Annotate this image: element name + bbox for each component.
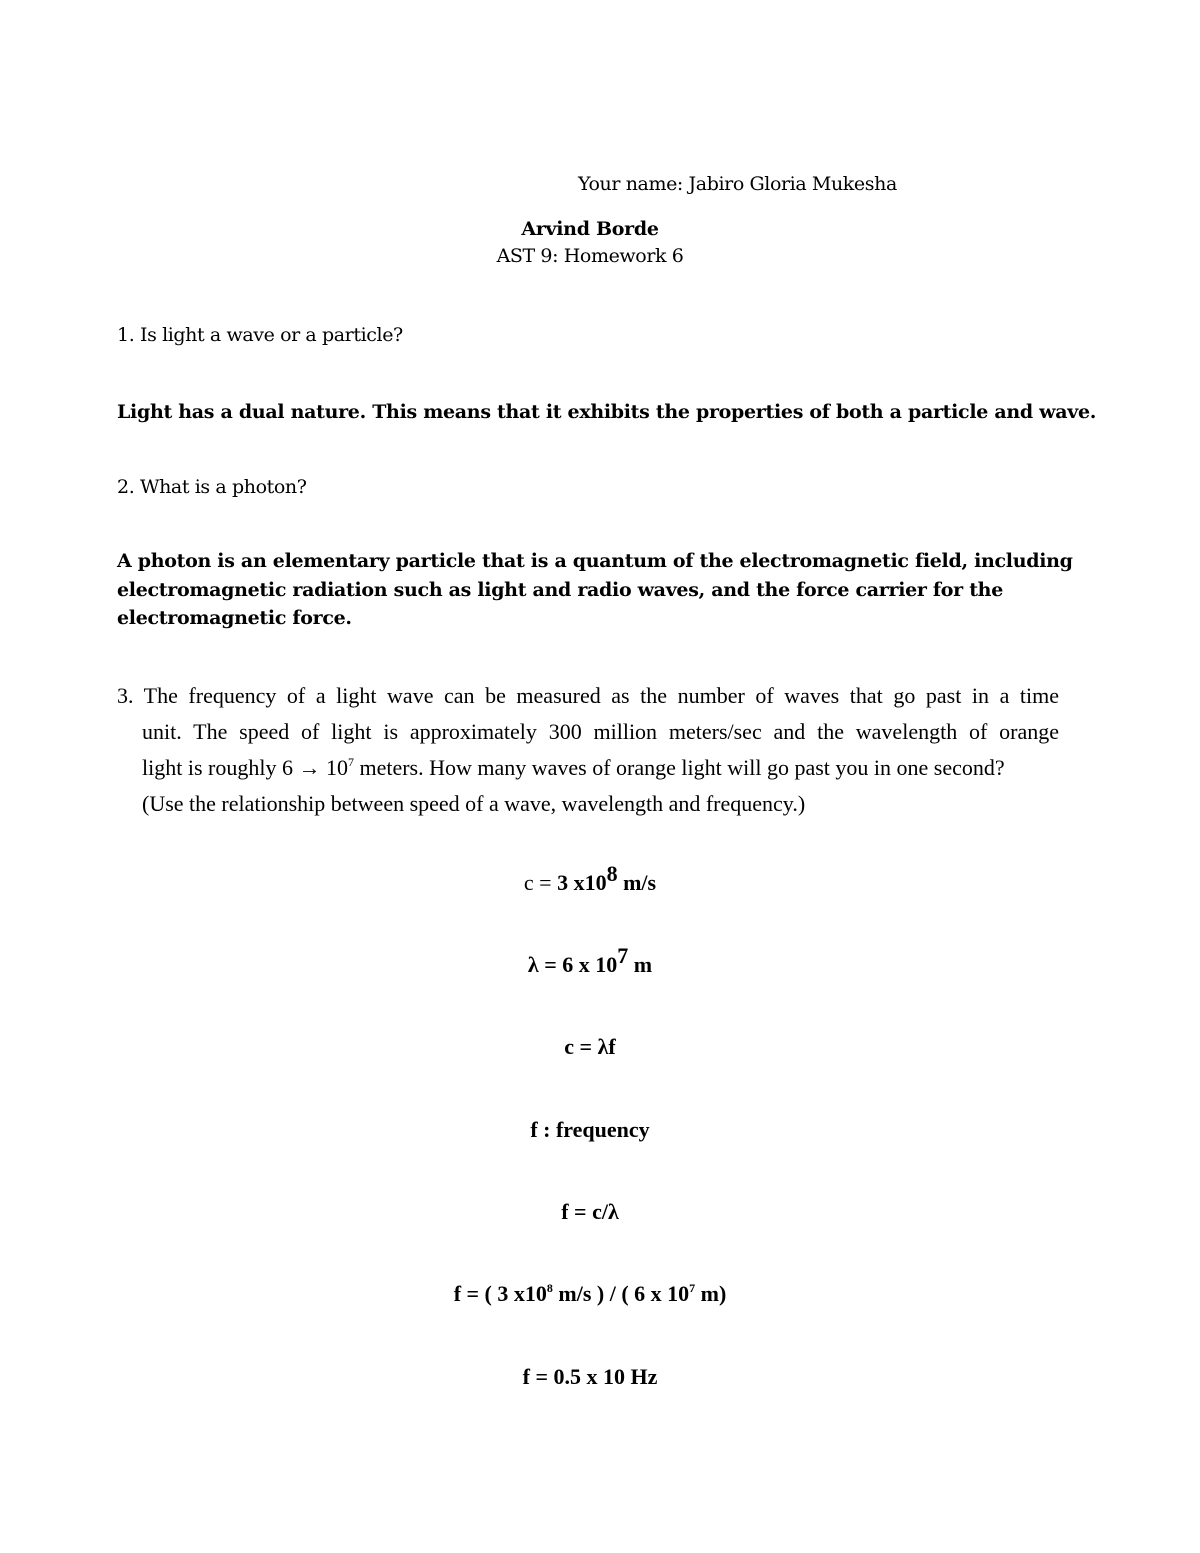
equation-speed-of-light <box>0 861 1180 895</box>
eq2-exponent: 7 <box>617 943 629 968</box>
student-name: Your name: Jabiro Gloria Mukesha <box>578 173 897 195</box>
eq1-prefix: c = <box>523 870 558 895</box>
answer-2-line-3: electromagnetic force. <box>117 607 352 629</box>
eq6-exponent-a: 8 <box>546 1281 553 1295</box>
question-3-line-2: unit. The speed of light is approximately 300 million meters/sec and the wavelength of orange <box>142 719 1059 744</box>
q3-line3-after: meters. How many waves of orange light will go past you in one second? <box>353 755 1005 780</box>
eq2-main: λ = 6 x 10 <box>527 952 618 977</box>
definition-frequency: f : frequency <box>530 1117 650 1142</box>
eq6-exponent-b: 7 <box>689 1281 696 1295</box>
question-3-line-1: 3. The frequency of a light wave can be measured as the number of waves that go past in a time <box>117 683 1059 708</box>
equation-wave-relation: c = λf <box>564 1034 616 1059</box>
q3-line3-exponent: 7 <box>347 755 354 769</box>
q3-line3-before: light is roughly 6 <box>142 755 299 780</box>
eq6-part-a: f = ( 3 x10 <box>453 1281 547 1306</box>
q3-line3-base: 10 <box>325 755 348 780</box>
question-1: 1. Is light a wave or a particle? <box>117 324 403 346</box>
answer-2-line-1: A photon is an elementary particle that is a quantum of the electromagnetic field, including <box>117 550 1073 572</box>
eq6-part-c: m) <box>695 1281 727 1306</box>
question-3-line-3 <box>117 750 1059 786</box>
question-3 <box>117 678 1059 822</box>
instructor-name: Arvind Borde <box>521 218 659 240</box>
question-2: 2. What is a photon? <box>117 476 307 498</box>
equation-substitution <box>0 1283 1180 1305</box>
eq1-unit: m/s <box>617 870 657 895</box>
course-title: AST 9: Homework 6 <box>496 245 684 267</box>
answer-1: Light has a dual nature. This means that it exhibits the properties of both a particle and wave. <box>117 401 1097 423</box>
equation-wavelength <box>0 943 1180 977</box>
eq6-part-b: m/s ) / ( 6 x 10 <box>552 1281 690 1306</box>
arrow-symbol: → <box>298 755 321 780</box>
equation-result: f = 0.5 x 10 Hz <box>522 1364 658 1389</box>
equation-frequency: f = c/λ <box>561 1199 619 1224</box>
question-3-line-4: (Use the relationship between speed of a wave, wavelength and frequency.) <box>142 791 806 816</box>
eq1-main: 3 x10 <box>557 870 607 895</box>
answer-2-line-2: electromagnetic radiation such as light and radio waves, and the force carrier for the <box>117 579 1003 601</box>
eq1-exponent: 8 <box>606 861 618 886</box>
eq2-unit: m <box>628 952 653 977</box>
